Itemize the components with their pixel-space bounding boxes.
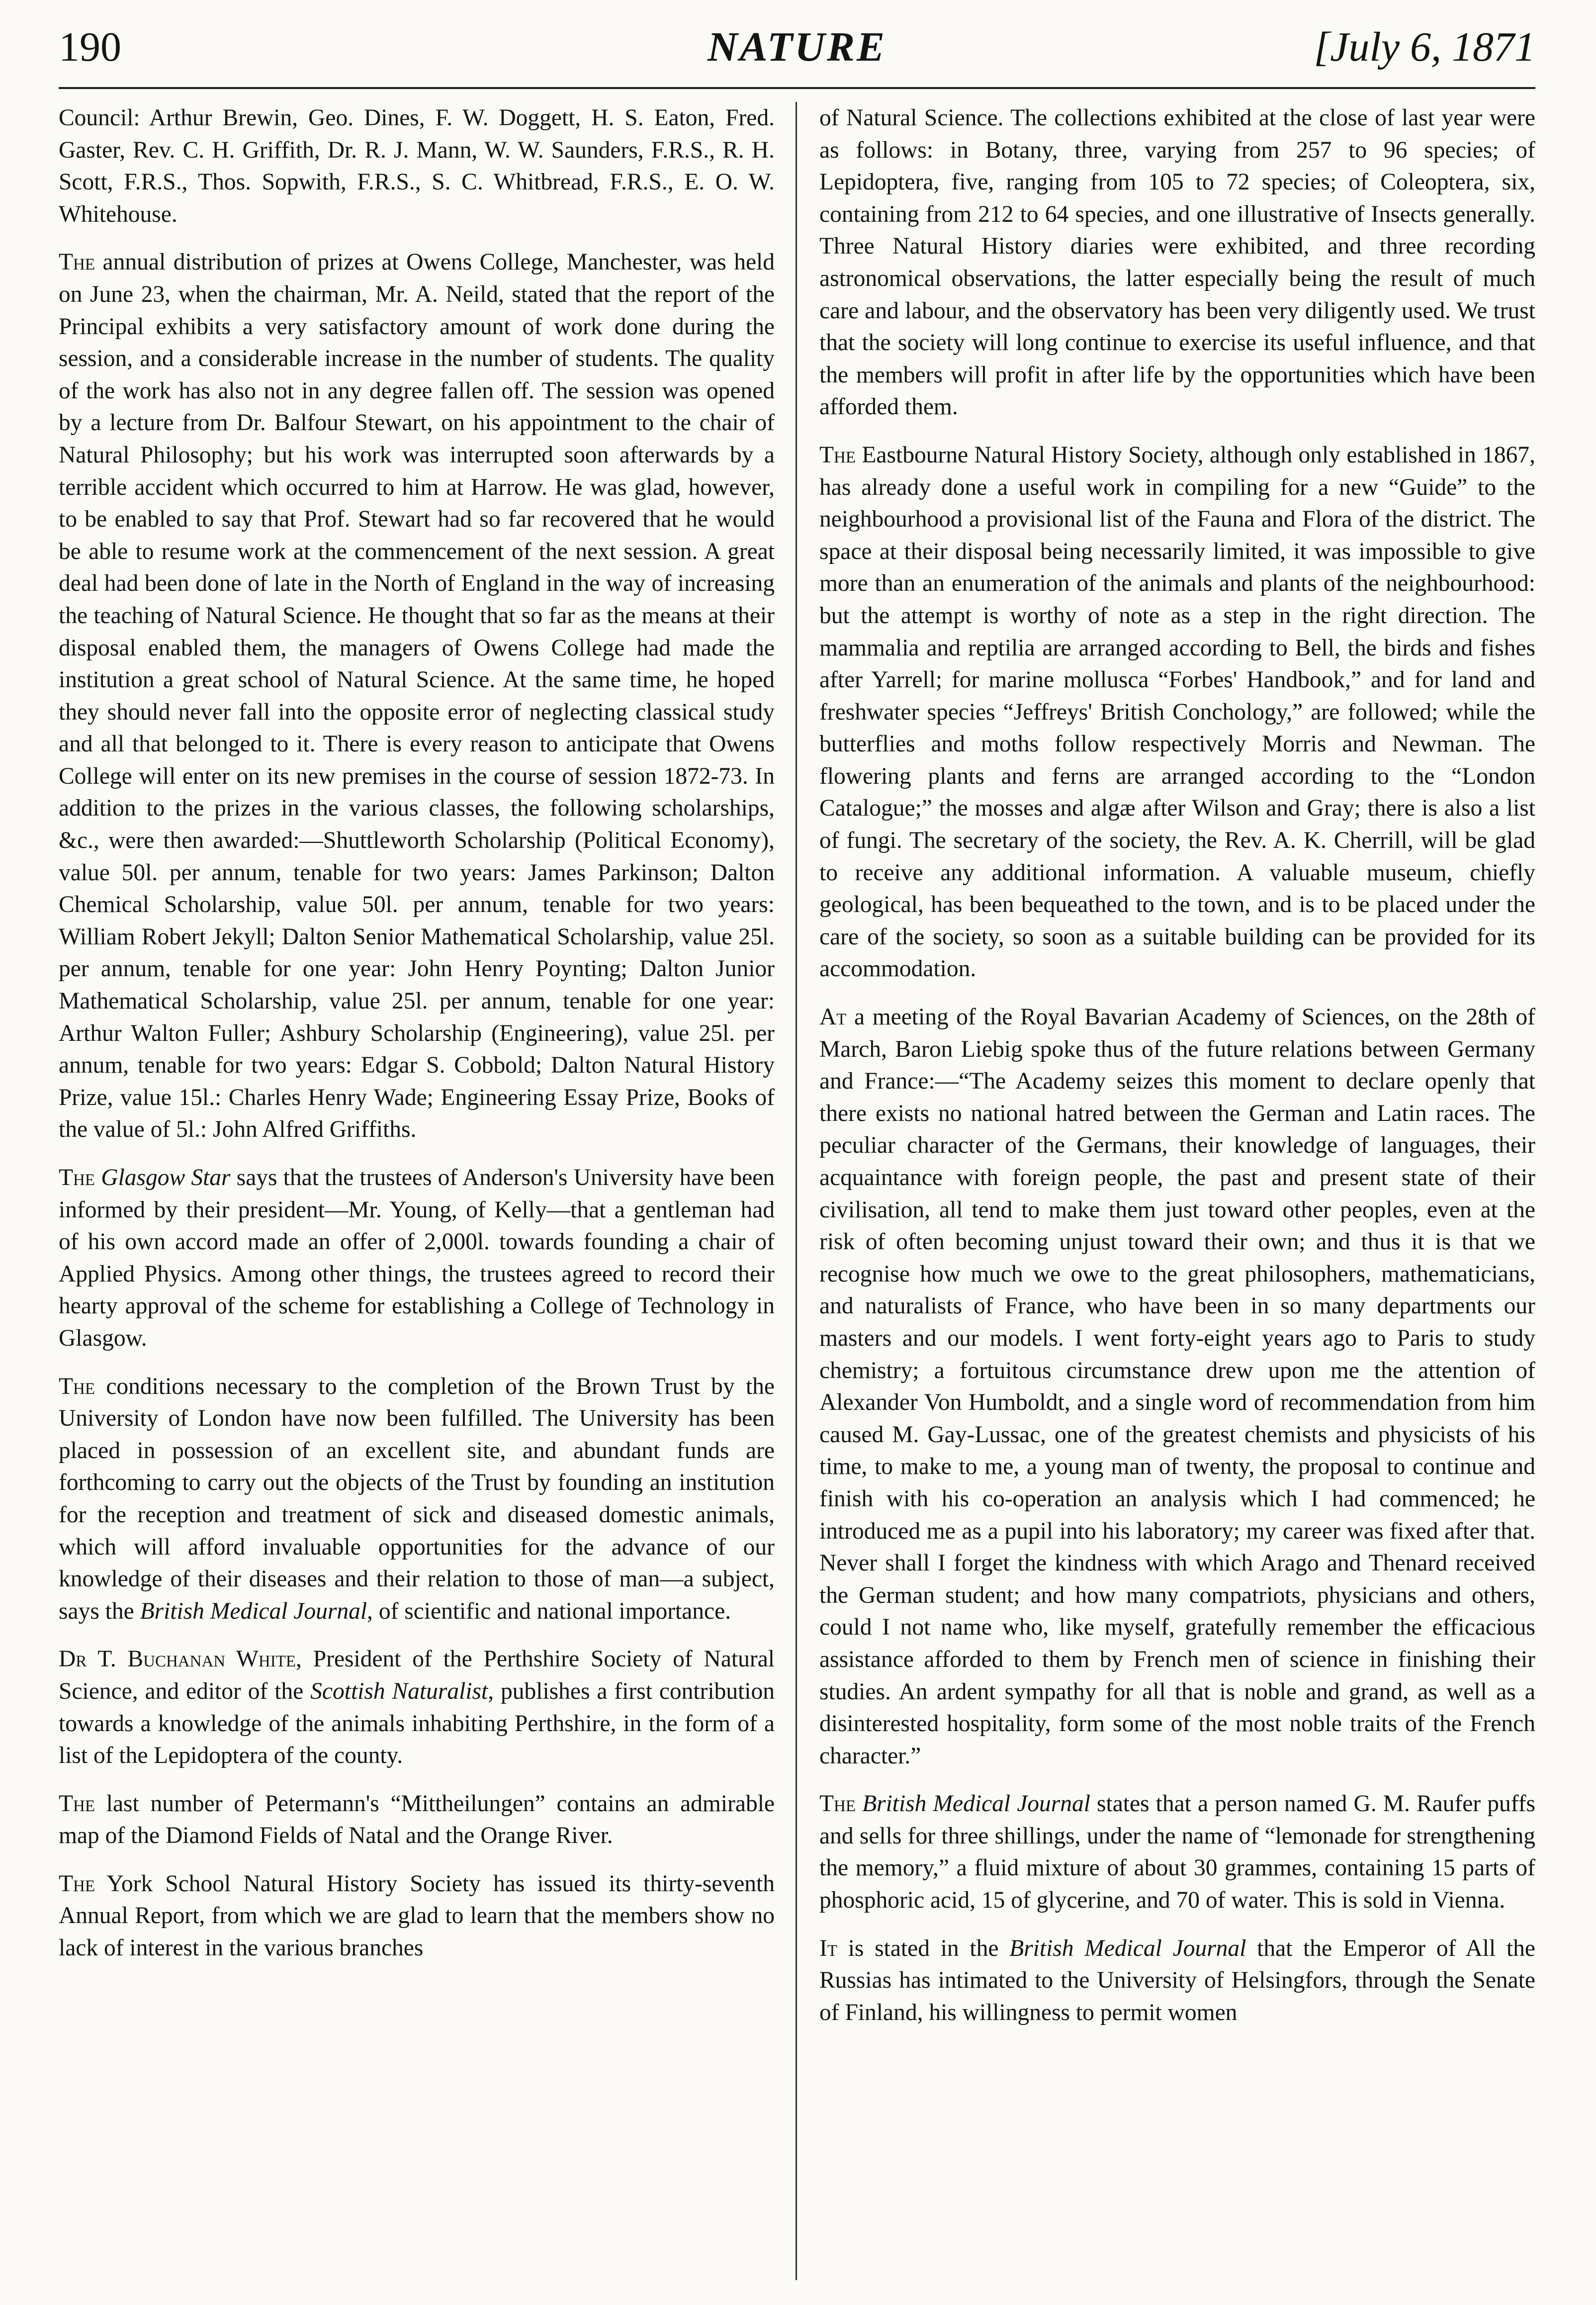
paragraph-text: last number of Petermann's “Mittheilungen” contains an admirable map of the Diamond Fields of Natal and the Orange River. — [59, 1790, 775, 1849]
paragraph-lead: The — [59, 1790, 95, 1817]
paragraph-lead: The — [819, 442, 856, 468]
york-school-paragraph — [59, 1868, 775, 1964]
paragraph-text: , President of the Perthshire Society of Natural Science, and editor of the — [59, 1646, 775, 1704]
publication-title: British Medical Journal — [862, 1791, 1090, 1817]
page-number: 190 — [59, 24, 121, 70]
brown-trust-paragraph — [59, 1371, 775, 1628]
helsingfors-paragraph — [819, 1933, 1535, 2029]
paragraph-text: states that a person named G. M. Raufer puffs and sells for three shillings, under the name of “lemonade for strengthening the memory,” a fluid mixture of about 30 grammes, containing 15 parts of phosphoric acid, 15 of glycerine, and 70 of water. This is sold in Vienna. — [819, 1791, 1536, 1914]
york-continued-paragraph: of Natural Science. The collections exhibited at the close of last year were as follows: in Botany, three, varying from 257 to 96 species; of Lepidoptera, five, ranging from 105 to 72 species; of Coleoptera, six, containing from 212 to 64 species, and one illustrative of Insects generally. Three Natural History diaries were exhibited, and three recording astronomical observations, the latter especially being the result of much care and labour, and the observatory has been very diligently used. We trust that the society will long continue to exercise its useful influence, and that the members will profit in after life by the opportunities which have been afforded them. — [819, 105, 1535, 420]
bavarian-academy-paragraph — [819, 1001, 1535, 1772]
paragraph-lead: At — [819, 1004, 847, 1030]
right-column — [819, 102, 1535, 2285]
perthshire-paragraph — [59, 1643, 775, 1771]
paragraph-text: that the Emperor of All the Russias has intimated to the University of Helsingfors, through the Senate of Finland, his willingness to permit women — [819, 1935, 1535, 2026]
paragraph-text: is stated in the — [837, 1935, 1010, 1961]
paragraph-text — [856, 1791, 862, 1817]
paragraph-text: a meeting of the Royal Bavarian Academy of Sciences, on the 28th of March, Baron Liebig spoke thus of the future relations between Germany and France:—“The Academy seizes this moment to declare openly that there exists no national hatred between the German and Latin races. The peculiar character of the Germans, their knowledge of languages, their acquaintance with foreign people, the past and present state of their civilisation, all tend to make them just toward other peoples, even at the risk of often becoming unjust toward their own; and thus it is that we recognise how much we owe to the great philosophers, mathematicians, and naturalists of France, who have been in so many departments our masters and our models. I went forty-eight years ago to Paris to study chemistry; a fortuitous circumstance drew upon me the attention of Alexander Von Humboldt, and a single word of recommendation from him caused M. Gay-Lussac, one of the greatest chemists and physicists of his time, to make to me, a young man of twenty, the proposal to continue and finish with his co-operation an analysis which I had commenced; he introduced me as a pupil into his laboratory; my career was fixed after that. Never shall I forget the kindness with which Arago and Thenard received the German student; and how many compatriots, physicians and others, could I not name who, like myself, gratefully remember the efficacious assistance afforded to them by French men of science in finishing their studies. An ardent sympathy for all that is noble and grand, as well as a disinterested hospitality, form some of the most noble traits of the French character.” — [819, 1004, 1535, 1769]
paragraph-text: annual distribution of prizes at Owens College, Manchester, was held on June 23, when the chairman, Mr. A. Neild, stated that the report of the Principal exhibits a very satisfactory amount of work done during the session, and a considerable increase in the number of students. The quality of the work has also not in any degree fallen off. The session was opened by a lecture from Dr. Balfour Stewart, on his appointment to the chair of Natural Philosophy; but his work was interrupted soon afterwards by a terrible accident which occurred to him at Harrow. He was glad, however, to be enabled to say that Prof. Stewart had so far recovered that he would be able to resume work at the commencement of the next session. A great deal had been done of late in the North of England in the way of increasing the teaching of Natural Science. He thought that so far as the means at their disposal enabled them, the managers of Owens College had made the institution a great school of Natural Science. At the same time, he hoped they should never fall into the opposite error of neglecting classical study and all that belonged to it. There is every reason to anticipate that Owens College will enter on its new premises in the course of session 1872-73. In addition to the prizes in the various classes, the following scholarships, &c., were then awarded:—Shuttleworth Scholarship (Political Economy), value 50l. per annum, tenable for two years: James Parkinson; Dalton Chemical Scholarship, value 50l. per annum, tenable for two years: William Robert Jekyll; Dalton Senior Mathematical Scholarship, value 25l. per annum, tenable for one year: John Henry Poynting; Dalton Junior Mathematical Scholarship, value 25l. per annum, tenable for one year: Arthur Walton Fuller; Ashbury Scholarship (Engineering), value 25l. per annum, tenable for two years: Edgar S. Cobbold; Dalton Natural History Prize, value 15l.: Charles Henry Wade; Engineering Essay Prize, Books of the value of 5l.: John Alfred Griffiths. — [59, 249, 775, 1143]
owens-college-paragraph — [59, 246, 775, 1146]
paragraph-lead: Dr T. Buchanan White — [59, 1646, 296, 1672]
journal-title: NATURE — [707, 24, 887, 70]
paragraph-text: says that the trustees of Anderson's University have been informed by their president—Mr. Young, of Kelly—that a gentleman had of his own accord made an offer of 2,000l. towards founding a chair of Applied Physics. Among other things, the trustees agreed to record their hearty approval of the scheme for establishing a College of Technology in Glasgow. — [59, 1165, 775, 1351]
paragraph-text: , publishes a first contribution towards a knowledge of the animals inhabiting Perthshire, in the form of a list of the Lepidoptera of the county. — [59, 1678, 775, 1769]
petermann-paragraph — [59, 1788, 775, 1852]
eastbourne-paragraph — [819, 439, 1535, 985]
publication-title: Glasgow Star — [101, 1165, 231, 1191]
paragraph-text: , of scientific and national importance. — [367, 1598, 731, 1624]
page-header — [59, 20, 1535, 75]
issue-date: [July 6, 1871 — [1314, 24, 1535, 70]
header-rule — [59, 87, 1535, 89]
council-paragraph: Council: Arthur Brewin, Geo. Dines, F. W. Doggett, H. S. Eaton, Fred. Gaster, Rev. C. H. Griffith, Dr. R. J. Mann, W. W. Saunders, F.R.S., R. H. Scott, F.R.S., Thos. Sopwith, F.R.S., S. C. Whitbread, F.R.S., E. O. W. Whitehouse. — [59, 105, 775, 227]
paragraph-lead: It — [819, 1935, 837, 1961]
paragraph-text: Eastbourne Natural History Society, although only established in 1867, has already done a useful work in compiling for a new “Guide” to the neighbourhood a provisional list of the Fauna and Flora of the district. The space at their disposal being necessarily limited, it was impossible to give more than an enumeration of the animals and plants of the neighbourhood: but the attempt is worthy of note as a step in the right direction. The mammalia and reptilia are arranged according to Bell, the birds and fishes after Yarrell; for marine mollusca “Forbes' Handbook,” and for land and freshwater species “Jeffreys' British Conchology,” are followed; while the butterflies and moths follow respectively Morris and Newman. The flowering plants and ferns are arranged according to the “London Catalogue;” the mosses and algæ after Wilson and Gray; there is also a list of fungi. The secretary of the society, the Rev. A. K. Cherrill, will be glad to receive any additional information. A valuable museum, chiefly geological, has been bequeathed to the town, and is to be placed under the care of the society, so soon as a suitable building can be provided for its accommodation. — [819, 442, 1535, 982]
column-divider — [796, 102, 797, 2280]
glasgow-star-paragraph — [59, 1162, 775, 1355]
paragraph-lead: The — [819, 1791, 856, 1817]
publication-title: Scottish Naturalist — [310, 1678, 488, 1704]
paragraph-lead: The — [59, 249, 95, 276]
publication-title: British Medical Journal — [140, 1598, 367, 1624]
left-column — [59, 102, 775, 2285]
publication-title: British Medical Journal — [1009, 1935, 1246, 1961]
paragraph-lead: The — [59, 1870, 95, 1897]
paragraph-text: York School Natural History Society has issued its thirty-seventh Annual Report, from which we are glad to learn that the members show no lack of interest in the various branches — [59, 1870, 775, 1961]
paragraph-text: conditions necessary to the completion of the Brown Trust by the University of London have now been fulfilled. The University has been placed in possession of an excellent site, and abundant funds are forthcoming to carry out the objects of the Trust by founding an institution for the reception and treatment of sick and diseased domestic animals, which will afford invaluable opportunities for the advance of our knowledge of their diseases and their relation to those of man—a subject, says the — [59, 1373, 775, 1624]
paragraph-lead: The — [59, 1165, 95, 1191]
paragraph-text — [95, 1165, 101, 1191]
paragraph-lead: The — [59, 1373, 95, 1399]
raufer-paragraph — [819, 1788, 1535, 1916]
